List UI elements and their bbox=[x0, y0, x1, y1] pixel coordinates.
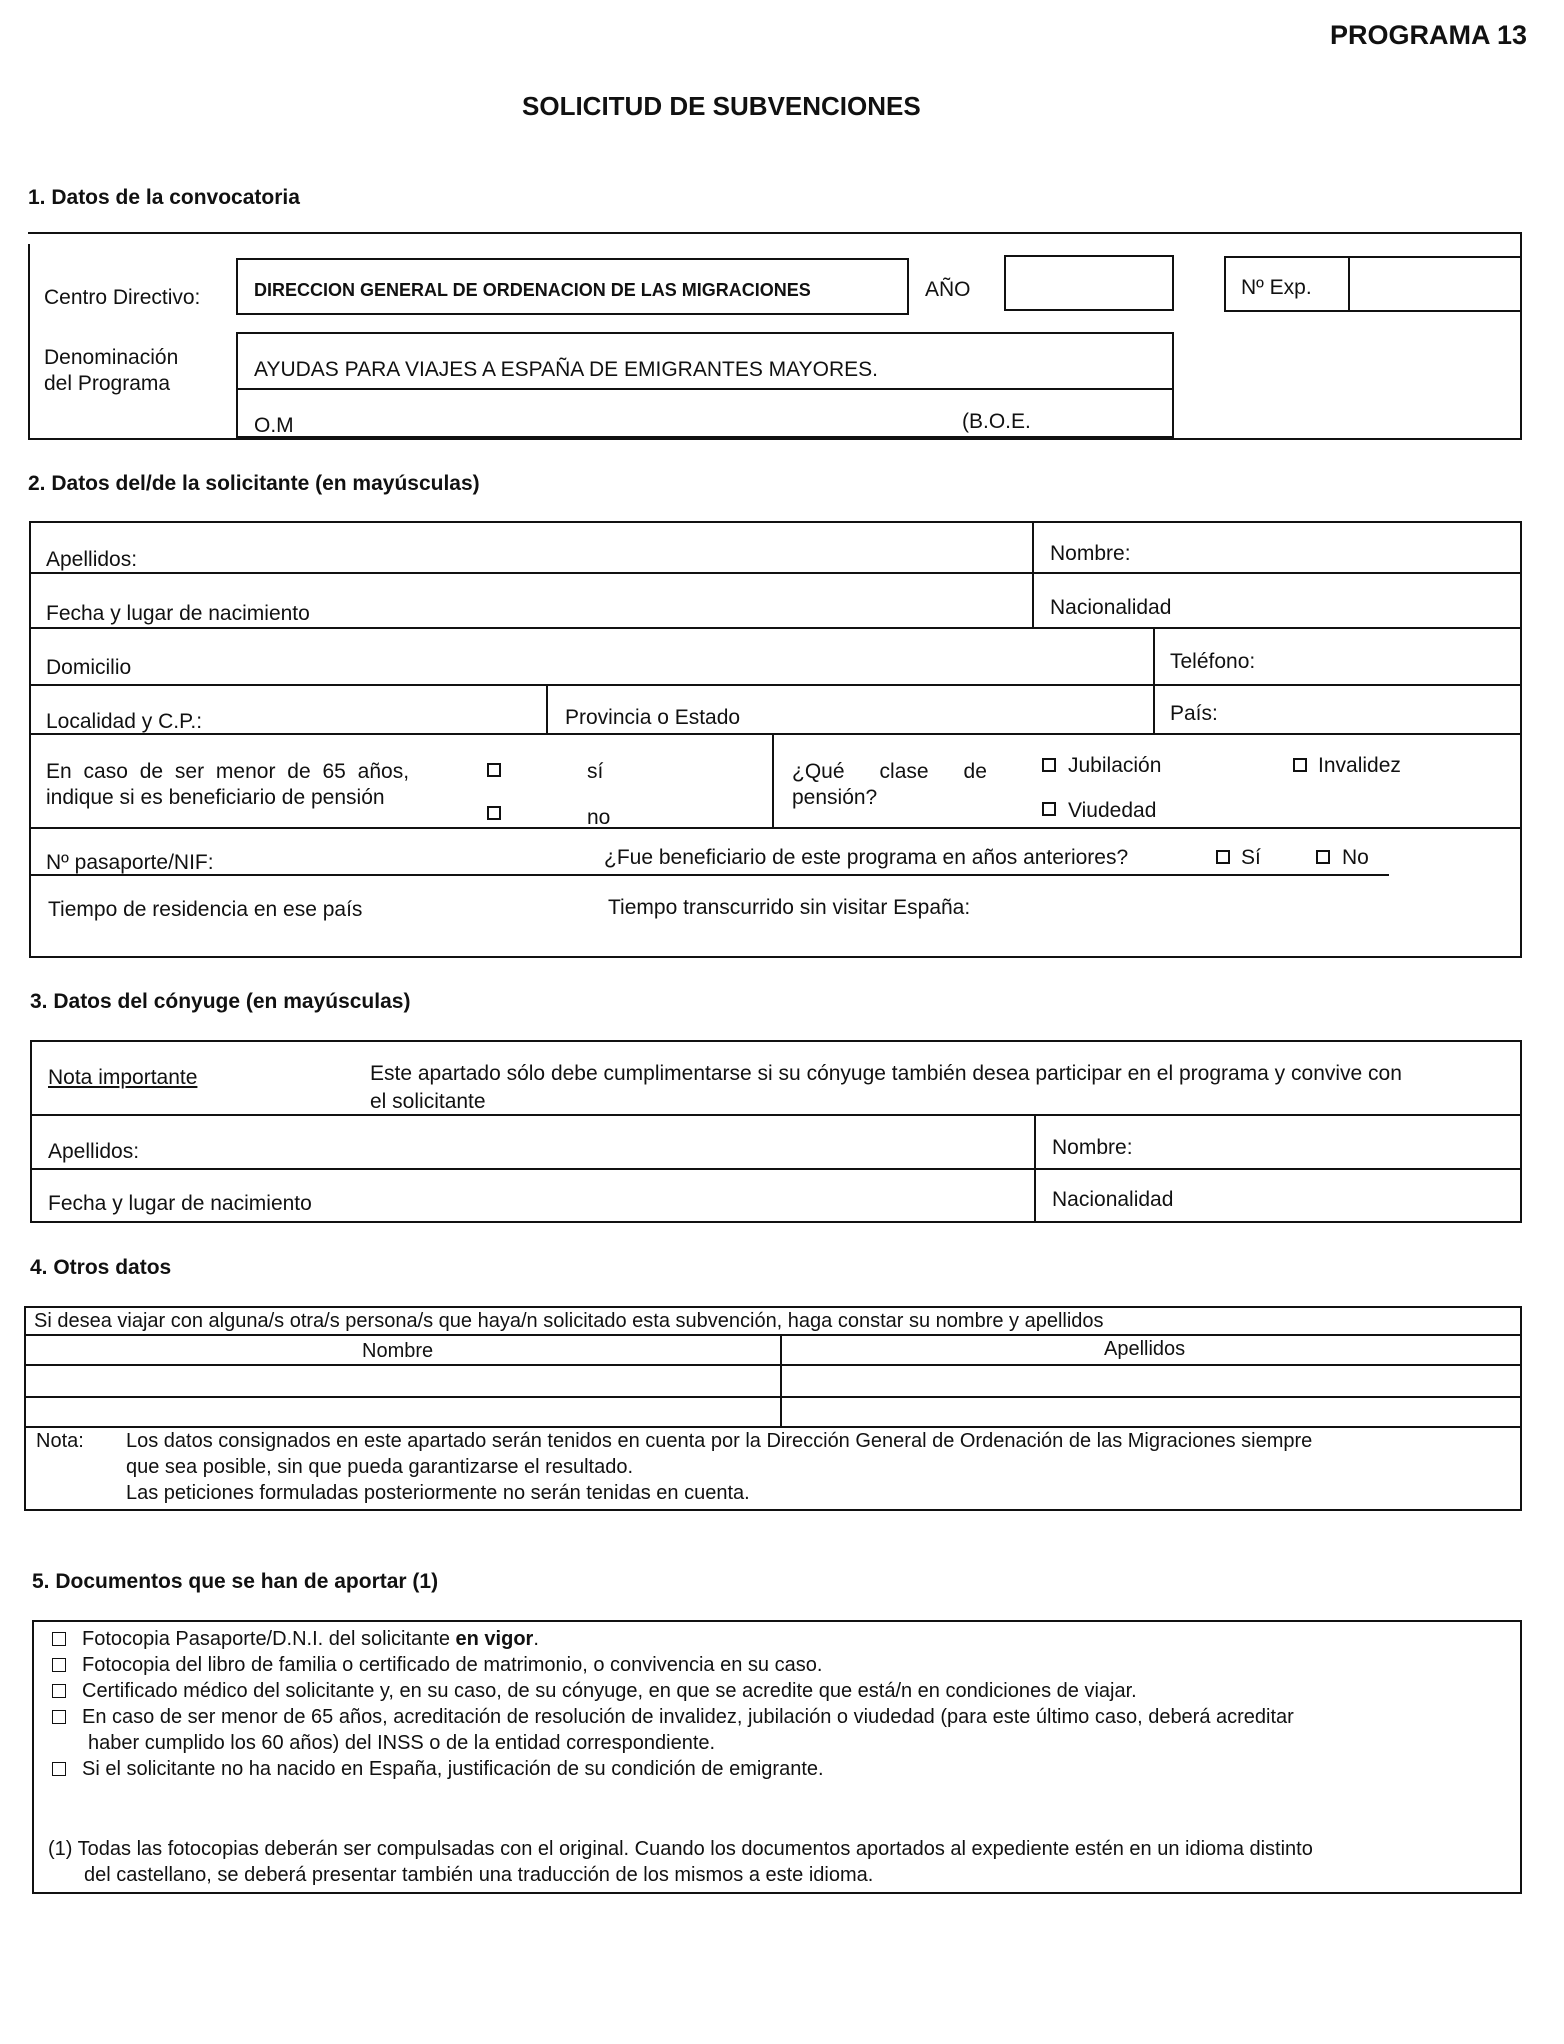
col-apellidos-header: Apellidos bbox=[1104, 1338, 1186, 1360]
nota-importante-label: Nota importante bbox=[48, 1066, 198, 1089]
conyuge-nacionalidad-label: Nacionalidad bbox=[1052, 1188, 1174, 1211]
nexp-field[interactable] bbox=[1352, 258, 1520, 310]
otros-nota-text-3: Las peticiones formuladas posteriormente no serán tenidas en cuenta. bbox=[126, 1482, 750, 1504]
telefono-label: Teléfono: bbox=[1170, 650, 1256, 673]
pension-no-label: no bbox=[587, 806, 611, 829]
footnote-text-1: (1) Todas las fotocopias deberán ser compulsadas con el original. Cuando los documentos aportados al expediente estén en un idioma distinto bbox=[48, 1838, 1313, 1860]
doc3-text: Certificado médico del solicitante y, en su caso, de su cónyuge, en que se acredite que está/n en condiciones de viajar. bbox=[82, 1680, 1137, 1702]
fue-beneficiario-si-checkbox[interactable] bbox=[1216, 850, 1230, 864]
tiempo-sin-visitar-label: Tiempo transcurrido sin visitar España: bbox=[608, 896, 971, 919]
denominacion-label-2: del Programa bbox=[44, 372, 171, 395]
fue-beneficiario-si-label: Sí bbox=[1241, 846, 1261, 869]
tiempo-residencia-label: Tiempo de residencia en ese país bbox=[48, 898, 363, 921]
provincia-label: Provincia o Estado bbox=[565, 706, 741, 729]
apellidos-label: Apellidos: bbox=[46, 548, 138, 571]
invalidez-checkbox[interactable] bbox=[1293, 758, 1307, 772]
conyuge-nombre-label: Nombre: bbox=[1052, 1136, 1133, 1159]
fue-beneficiario-no-label: No bbox=[1342, 846, 1369, 869]
domicilio-label: Domicilio bbox=[46, 656, 132, 679]
om-label: O.M bbox=[254, 414, 294, 437]
boe-label: (B.O.E. bbox=[962, 410, 1031, 433]
otros-nota-label: Nota: bbox=[36, 1430, 84, 1452]
pasaporte-label: Nº pasaporte/NIF: bbox=[46, 851, 214, 874]
denominacion-field[interactable] bbox=[236, 332, 1174, 438]
menor-65-text-1: En caso de ser menor de 65 años, bbox=[46, 760, 410, 783]
companion-apellidos-field-1[interactable] bbox=[784, 1366, 1520, 1394]
localidad-label: Localidad y C.P.: bbox=[46, 710, 203, 733]
programa-label: PROGRAMA 13 bbox=[1330, 20, 1528, 50]
doc5-checkbox[interactable] bbox=[52, 1762, 66, 1776]
conyuge-apellidos-label: Apellidos: bbox=[48, 1140, 140, 1163]
doc4-text-1: En caso de ser menor de 65 años, acreditación de resolución de invalidez, jubilación o viudedad (para este último caso, deberá acreditar bbox=[82, 1706, 1294, 1728]
nota-importante-text-2: el solicitante bbox=[370, 1090, 486, 1113]
doc4-checkbox[interactable] bbox=[52, 1710, 66, 1724]
invalidez-label: Invalidez bbox=[1318, 754, 1401, 777]
doc1-text-b: en vigor bbox=[455, 1628, 534, 1650]
fecha-nacimiento-label: Fecha y lugar de nacimiento bbox=[46, 602, 310, 625]
que-clase-text-1: ¿Qué clase de bbox=[792, 760, 987, 783]
doc1-checkbox[interactable] bbox=[52, 1632, 66, 1646]
fue-beneficiario-no-checkbox[interactable] bbox=[1316, 850, 1330, 864]
jubilacion-checkbox[interactable] bbox=[1042, 758, 1056, 772]
section-1-heading: 1. Datos de la convocatoria bbox=[28, 186, 300, 209]
section-2-heading: 2. Datos del/de la solicitante (en mayúsculas) bbox=[28, 472, 480, 495]
otros-intro: Si desea viajar con alguna/s otra/s persona/s que haya/n solicitado esta subvención, haga constar su nombre y apellidos bbox=[34, 1310, 1104, 1332]
doc1-text-c: . bbox=[533, 1628, 539, 1650]
anio-label: AÑO bbox=[925, 278, 971, 301]
anio-field[interactable] bbox=[1004, 255, 1174, 311]
col-nombre-header: Nombre bbox=[362, 1340, 434, 1362]
pension-no-checkbox[interactable] bbox=[487, 806, 501, 820]
companion-nombre-field-2[interactable] bbox=[26, 1398, 778, 1424]
denominacion-value: AYUDAS PARA VIAJES A ESPAÑA DE EMIGRANTES MAYORES. bbox=[254, 358, 878, 381]
centro-directivo-label: Centro Directivo: bbox=[44, 286, 201, 309]
section-4-heading: 4. Otros datos bbox=[30, 1256, 172, 1279]
nombre-label: Nombre: bbox=[1050, 542, 1131, 565]
jubilacion-label: Jubilación bbox=[1068, 754, 1162, 777]
fue-beneficiario-label: ¿Fue beneficiario de este programa en años anteriores? bbox=[604, 846, 1129, 869]
doc2-checkbox[interactable] bbox=[52, 1658, 66, 1672]
nexp-label: Nº Exp. bbox=[1241, 276, 1312, 299]
viudedad-label: Viudedad bbox=[1068, 799, 1157, 822]
form-title: SOLICITUD DE SUBVENCIONES bbox=[522, 91, 921, 121]
denominacion-label-1: Denominación bbox=[44, 346, 179, 369]
pension-si-checkbox[interactable] bbox=[487, 763, 501, 777]
conyuge-fecha-label: Fecha y lugar de nacimiento bbox=[48, 1192, 312, 1215]
viudedad-checkbox[interactable] bbox=[1042, 802, 1056, 816]
nota-importante-text-1: Este apartado sólo debe cumplimentarse si su cónyuge también desea participar en el programa y convive con bbox=[370, 1062, 1402, 1085]
pension-si-label: sí bbox=[587, 760, 604, 783]
doc2-text: Fotocopia del libro de familia o certificado de matrimonio, o convivencia en su caso. bbox=[82, 1654, 823, 1676]
companion-nombre-field-1[interactable] bbox=[26, 1366, 778, 1394]
otros-nota-text-1: Los datos consignados en este apartado serán tenidos en cuenta por la Dirección General de Ordenación de las Migraciones siempre bbox=[126, 1430, 1313, 1452]
otros-nota-text-2: que sea posible, sin que pueda garantizarse el resultado. bbox=[126, 1456, 634, 1478]
menor-65-text-2: indique si es beneficiario de pensión bbox=[46, 786, 385, 809]
section-5-heading: 5. Documentos que se han de aportar (1) bbox=[32, 1570, 439, 1593]
doc5-text: Si el solicitante no ha nacido en España, justificación de su condición de emigrante. bbox=[82, 1758, 824, 1780]
companion-apellidos-field-2[interactable] bbox=[784, 1398, 1520, 1424]
footnote-text-2: del castellano, se deberá presentar también una traducción de los mismos a este idioma. bbox=[84, 1864, 874, 1886]
doc3-checkbox[interactable] bbox=[52, 1684, 66, 1698]
nacionalidad-label: Nacionalidad bbox=[1050, 596, 1172, 619]
centro-directivo-value: DIRECCION GENERAL DE ORDENACION DE LAS MIGRACIONES bbox=[254, 280, 811, 300]
doc1-text bbox=[82, 1628, 539, 1651]
doc4-text-2: haber cumplido los 60 años) del INSS o de la entidad correspondiente. bbox=[88, 1732, 716, 1754]
section-3-heading: 3. Datos del cónyuge (en mayúsculas) bbox=[30, 990, 411, 1013]
pais-label: País: bbox=[1170, 702, 1218, 725]
doc1-text-a: Fotocopia Pasaporte/D.N.I. del solicitante bbox=[82, 1628, 456, 1650]
que-clase-text-2: pensión? bbox=[792, 786, 878, 809]
